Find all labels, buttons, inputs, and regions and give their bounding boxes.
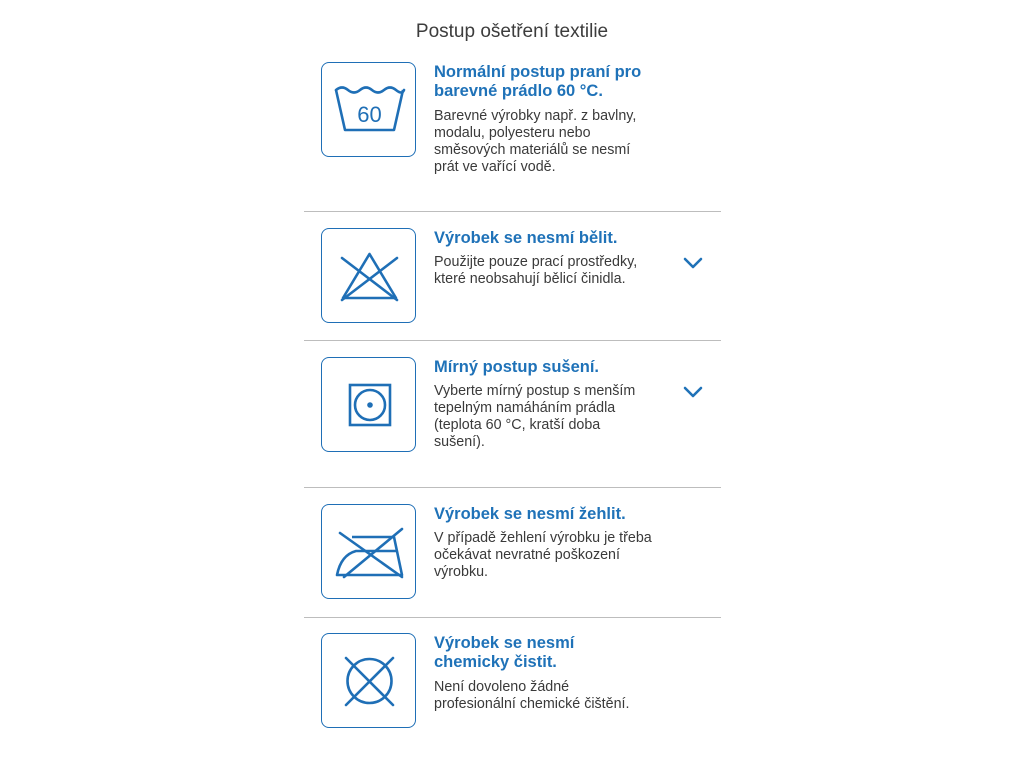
- care-item-description: Barevné výrobky např. z bavlny, modalu, polyesteru nebo směsových materiálů se nesmí prát ve vařící vodě.: [434, 108, 637, 175]
- chevron-down-icon[interactable]: [682, 385, 704, 399]
- care-item-title: Výrobek se nesmí žehlit.: [434, 505, 626, 523]
- care-item-iron: [304, 504, 721, 604]
- divider: [304, 211, 721, 212]
- care-item-title: Výrobek se nesmí chemicky čistit.: [434, 634, 575, 671]
- divider: [304, 487, 721, 488]
- care-item-dryclean: [304, 633, 721, 733]
- care-item-title: Výrobek se nesmí bělit.: [434, 229, 618, 247]
- care-item-description: V případě žehlení výrobku je třeba očekávat nevratné poškození výrobku.: [434, 530, 652, 580]
- no-bleach-icon: [321, 228, 416, 323]
- care-item-title: Normální postup praní pro barevné prádlo 60 °C.: [434, 63, 642, 100]
- no-iron-icon: [321, 504, 416, 599]
- wash-60-icon: [321, 62, 416, 157]
- care-item-title: Mírný postup sušení.: [434, 358, 600, 376]
- care-item-wash: [304, 62, 721, 175]
- care-item-description: Není dovoleno žádné profesionální chemické čištění.: [434, 679, 630, 712]
- care-item-description: Použijte pouze prací prostředky, které neobsahují bělicí činidla.: [434, 254, 638, 287]
- care-item-dry: [304, 357, 721, 467]
- divider: [304, 617, 721, 618]
- tumble-dry-low-icon: [321, 357, 416, 452]
- care-item-description: Vyberte mírný postup s menším tepelným namáháním prádla (teplota 60 °C, kratší doba sušení).: [434, 383, 636, 450]
- wash-temperature-label: 60: [357, 102, 382, 127]
- page-title: Postup ošetření textilie: [415, 21, 609, 42]
- chevron-down-icon[interactable]: [682, 256, 704, 270]
- no-dry-clean-icon: [321, 633, 416, 728]
- care-item-bleach: [304, 228, 721, 328]
- divider: [304, 340, 721, 341]
